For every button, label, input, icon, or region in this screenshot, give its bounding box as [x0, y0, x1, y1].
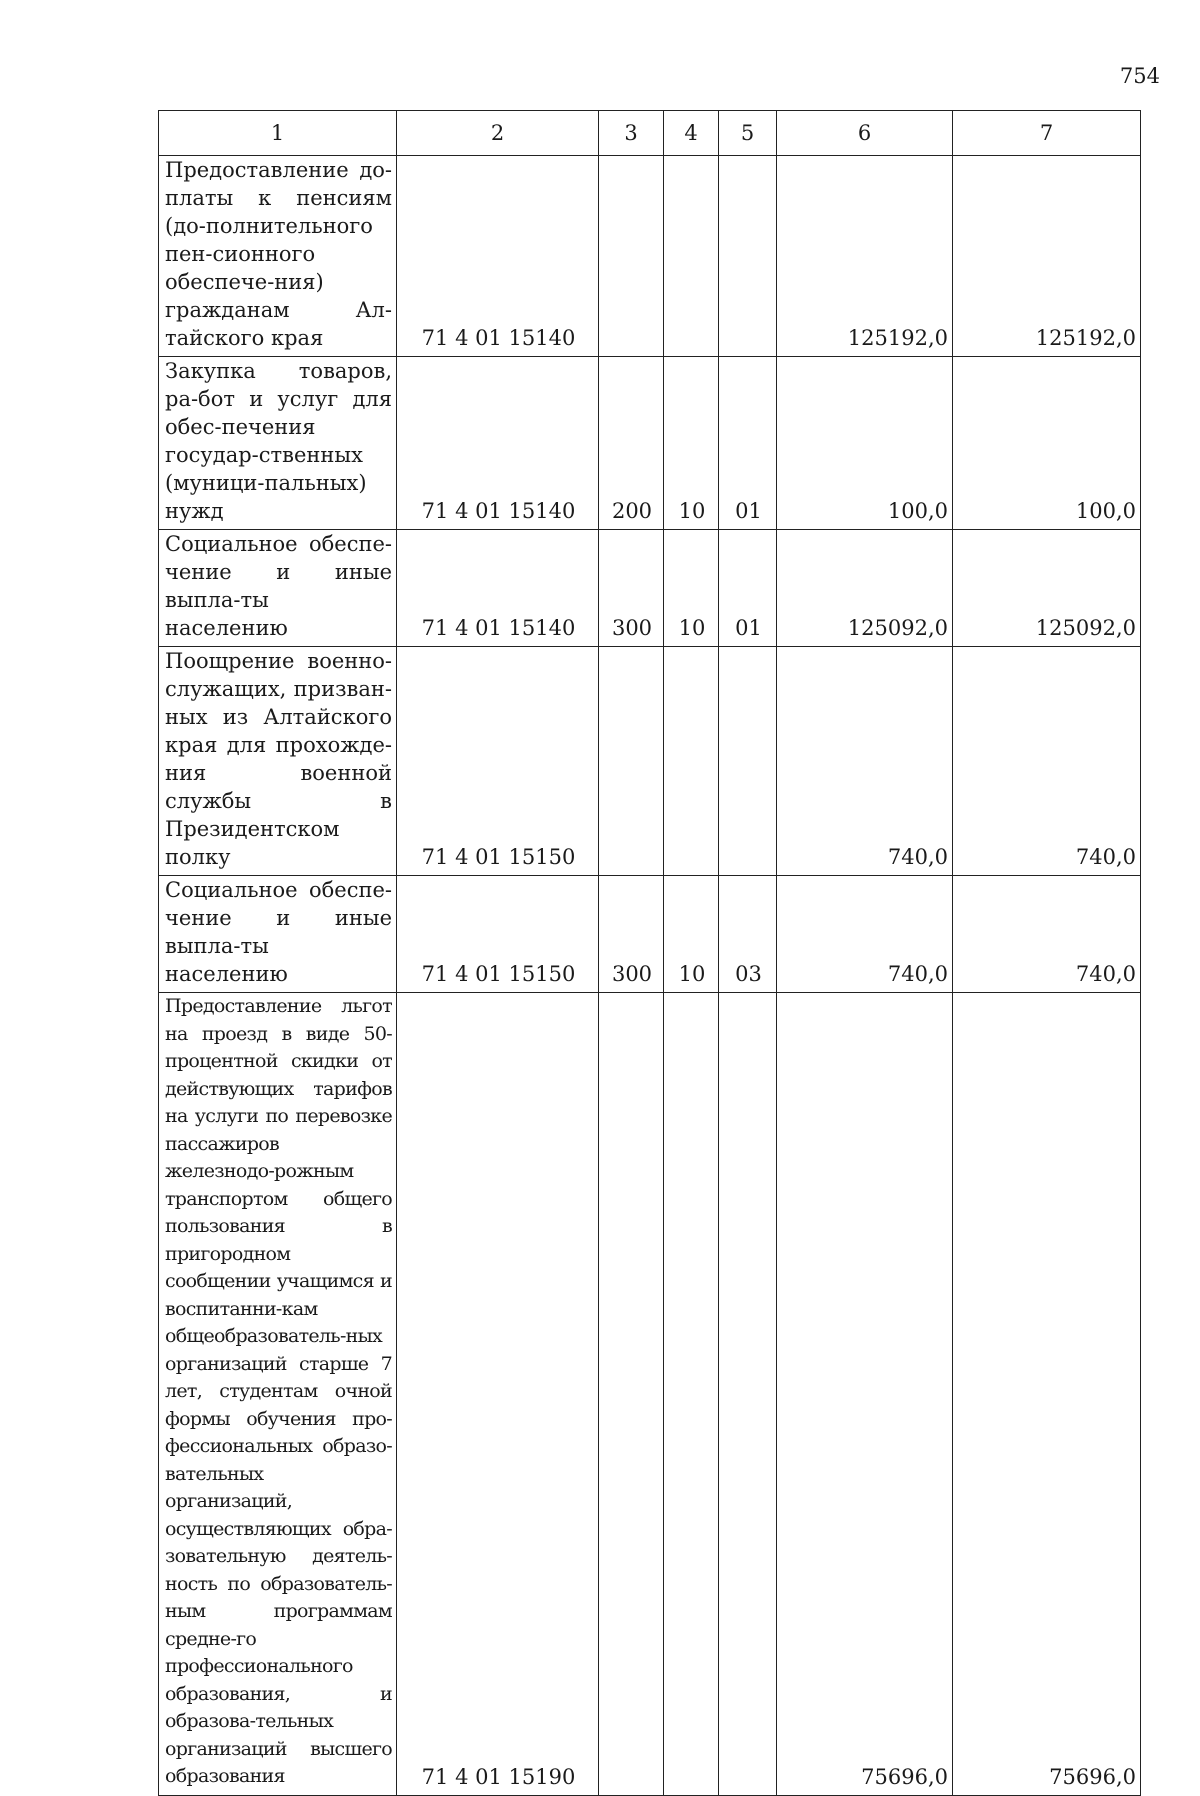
row-col3 — [599, 993, 664, 1796]
budget-table — [158, 110, 1141, 1796]
column-header: 4 — [664, 111, 719, 156]
row-col4: 10 — [664, 357, 719, 530]
row-code: 71 4 01 15140 — [397, 357, 599, 530]
row-col5 — [719, 156, 777, 357]
column-header: 2 — [397, 111, 599, 156]
row-code: 71 4 01 15150 — [397, 876, 599, 993]
row-description: Предоставление до-платы к пенсиям (до-полнительного пен-сионного обеспече-ния) гражданам Ал-тайского края — [159, 156, 397, 357]
table-row — [159, 876, 1141, 993]
table-row — [159, 530, 1141, 647]
row-col6: 75696,0 — [777, 993, 953, 1796]
row-col3: 200 — [599, 357, 664, 530]
row-code: 71 4 01 15140 — [397, 530, 599, 647]
row-code: 71 4 01 15140 — [397, 156, 599, 357]
column-header: 5 — [719, 111, 777, 156]
row-col4 — [664, 156, 719, 357]
row-code: 71 4 01 15150 — [397, 647, 599, 876]
row-col4: 10 — [664, 530, 719, 647]
row-col6: 125192,0 — [777, 156, 953, 357]
row-col5: 01 — [719, 530, 777, 647]
row-col5: 03 — [719, 876, 777, 993]
row-col6: 740,0 — [777, 876, 953, 993]
row-col7: 740,0 — [953, 876, 1141, 993]
row-col4: 10 — [664, 876, 719, 993]
row-col6: 740,0 — [777, 647, 953, 876]
row-col3: 300 — [599, 530, 664, 647]
column-header: 1 — [159, 111, 397, 156]
row-col4 — [664, 993, 719, 1796]
column-header: 7 — [953, 111, 1141, 156]
row-description: Закупка товаров, ра-бот и услуг для обес-печения государ-ственных (муници-пальных) нужд — [159, 357, 397, 530]
row-col5 — [719, 647, 777, 876]
table-row — [159, 647, 1141, 876]
row-col3 — [599, 156, 664, 357]
row-col5: 01 — [719, 357, 777, 530]
row-col5 — [719, 993, 777, 1796]
column-header: 3 — [599, 111, 664, 156]
row-col3 — [599, 647, 664, 876]
table-row — [159, 357, 1141, 530]
column-header: 6 — [777, 111, 953, 156]
row-col6: 100,0 — [777, 357, 953, 530]
row-col7: 75696,0 — [953, 993, 1141, 1796]
table-row — [159, 156, 1141, 357]
page-number: 754 — [1119, 64, 1160, 88]
row-col7: 125092,0 — [953, 530, 1141, 647]
row-col4 — [664, 647, 719, 876]
row-col7: 125192,0 — [953, 156, 1141, 357]
row-description: Социальное обеспе-чение и иные выпла-ты населению — [159, 530, 397, 647]
row-description: Предоставление льгот на проезд в виде 50-процентной скидки от действующих тарифов на услуги по перевозке пассажиров железнодо-рожным транспортом общего пользования в пригородном сообщении учащимся и воспитанни-кам общеобразователь-ных организаций старше 7 лет, студентам очной формы обучения про-фессиональных образо-вательных организаций, осуществляющих обра-зовательную деятель-ность по образователь-ным программам средне-го профессионального образования, и образова-тельных организаций высшего образования — [159, 993, 397, 1796]
row-code: 71 4 01 15190 — [397, 993, 599, 1796]
row-col3: 300 — [599, 876, 664, 993]
row-description: Социальное обеспе-чение и иные выпла-ты населению — [159, 876, 397, 993]
row-col7: 740,0 — [953, 647, 1141, 876]
row-col6: 125092,0 — [777, 530, 953, 647]
row-description: Поощрение военно-служащих, призван-ных из Алтайского края для прохожде-ния военной службы в Президентском полку — [159, 647, 397, 876]
row-col7: 100,0 — [953, 357, 1141, 530]
table-header-row — [159, 111, 1141, 156]
table-row — [159, 993, 1141, 1796]
